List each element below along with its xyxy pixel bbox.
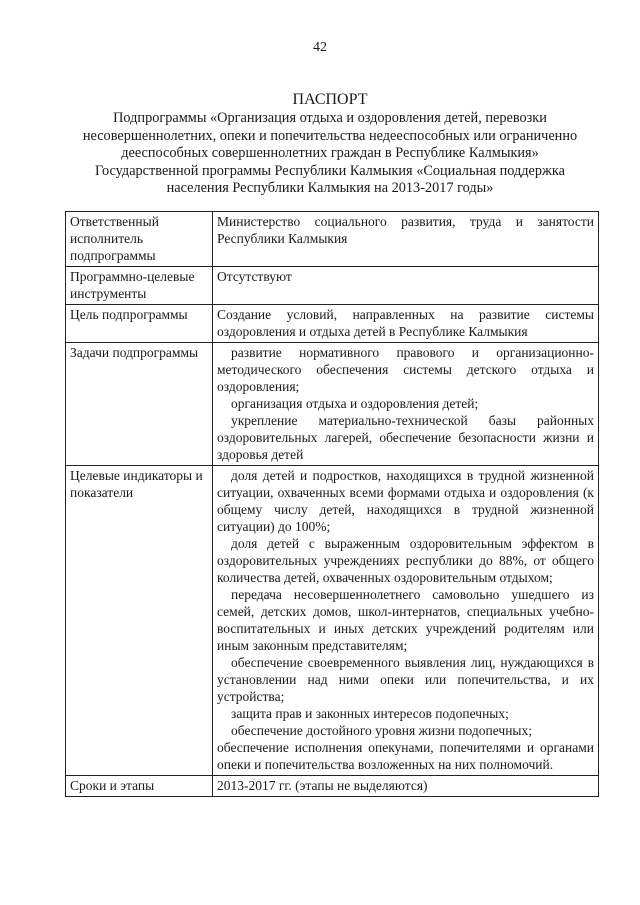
paragraph: Министерство социального развития, труда и занятости Республики Калмыкия — [217, 214, 594, 246]
row-label: Цель подпрограммы — [66, 305, 213, 343]
row-value — [213, 466, 599, 776]
paragraph: Создание условий, направленных на развитие системы оздоровления и отдыха детей в Республике Калмыкия — [217, 307, 594, 339]
table-row — [66, 466, 599, 776]
paragraph: укрепление материально-технической базы районных оздоровительных лагерей, обеспечение безопасности жизни и здоровья детей — [217, 413, 594, 462]
table-row — [66, 212, 599, 267]
row-label: Программно-целевые инструменты — [66, 267, 213, 305]
paragraph: обеспечение своевременного выявления лиц, нуждающихся в установлении над ними опеки или попечительства, и их устройства; — [217, 655, 594, 704]
row-label: Сроки и этапы — [66, 776, 213, 797]
paragraph: обеспечение достойного уровня жизни подопечных; — [231, 723, 532, 738]
row-value — [213, 267, 599, 305]
paragraph: организация отдыха и оздоровления детей; — [231, 396, 479, 411]
row-value — [213, 776, 599, 797]
row-label: Задачи подпрограммы — [66, 343, 213, 466]
row-value — [213, 212, 599, 267]
row-value — [213, 343, 599, 466]
page-number: 42 — [313, 40, 327, 55]
paragraph: развитие нормативного правового и организационно-методического обеспечения системы детского отдыха и оздоровления; — [217, 345, 594, 394]
row-value — [213, 305, 599, 343]
table-row — [66, 776, 599, 797]
paragraph: доля детей и подростков, находящихся в трудной жизненной ситуации, охваченных всеми формами отдыха и оздоровления (к общему числу детей, находящихся в трудной жизненной ситуации) до 100%; — [217, 468, 594, 534]
table-row — [66, 267, 599, 305]
paragraph: доля детей с выраженным оздоровительным эффектом в оздоровительных учреждениях республики до 88%, от общего количества детей, охваченных оздоровительным отдыхом; — [217, 536, 594, 585]
row-label: Ответственный исполнитель подпрограммы — [66, 212, 213, 267]
row-label: Целевые индикаторы и показатели — [66, 466, 213, 776]
table-row — [66, 305, 599, 343]
passport-table — [65, 211, 599, 797]
paragraph: 2013-2017 гг. (этапы не выделяются) — [217, 778, 428, 793]
paragraph: передача несовершеннолетнего самовольно ушедшего из семей, детских домов, школ-интернатов, специальных учебно-воспитательных и иных детских учреждений родителям или иным законным представителям; — [217, 587, 594, 653]
document-title: ПАСПОРТ — [292, 91, 368, 108]
title-block — [70, 90, 590, 198]
paragraph: Отсутствуют — [217, 269, 292, 284]
paragraph: обеспечение исполнения опекунами, попечителями и органами опеки и попечительства возложенных на них полномочий. — [217, 740, 594, 772]
paragraph: защита прав и законных интересов подопечных; — [231, 706, 509, 721]
table-row — [66, 343, 599, 466]
document-subtitle: Подпрограммы «Организация отдыха и оздоровления детей, перевозки несовершеннолетних, опеки и попечительства недееспособных или ограниченно дееспособных совершеннолетних граждан в Республике Калмыкия» Государственной программы Республики Калмыкия «Социальная поддержка населения Республики Калмыкия на 2013-2017 годы» — [82, 110, 578, 196]
